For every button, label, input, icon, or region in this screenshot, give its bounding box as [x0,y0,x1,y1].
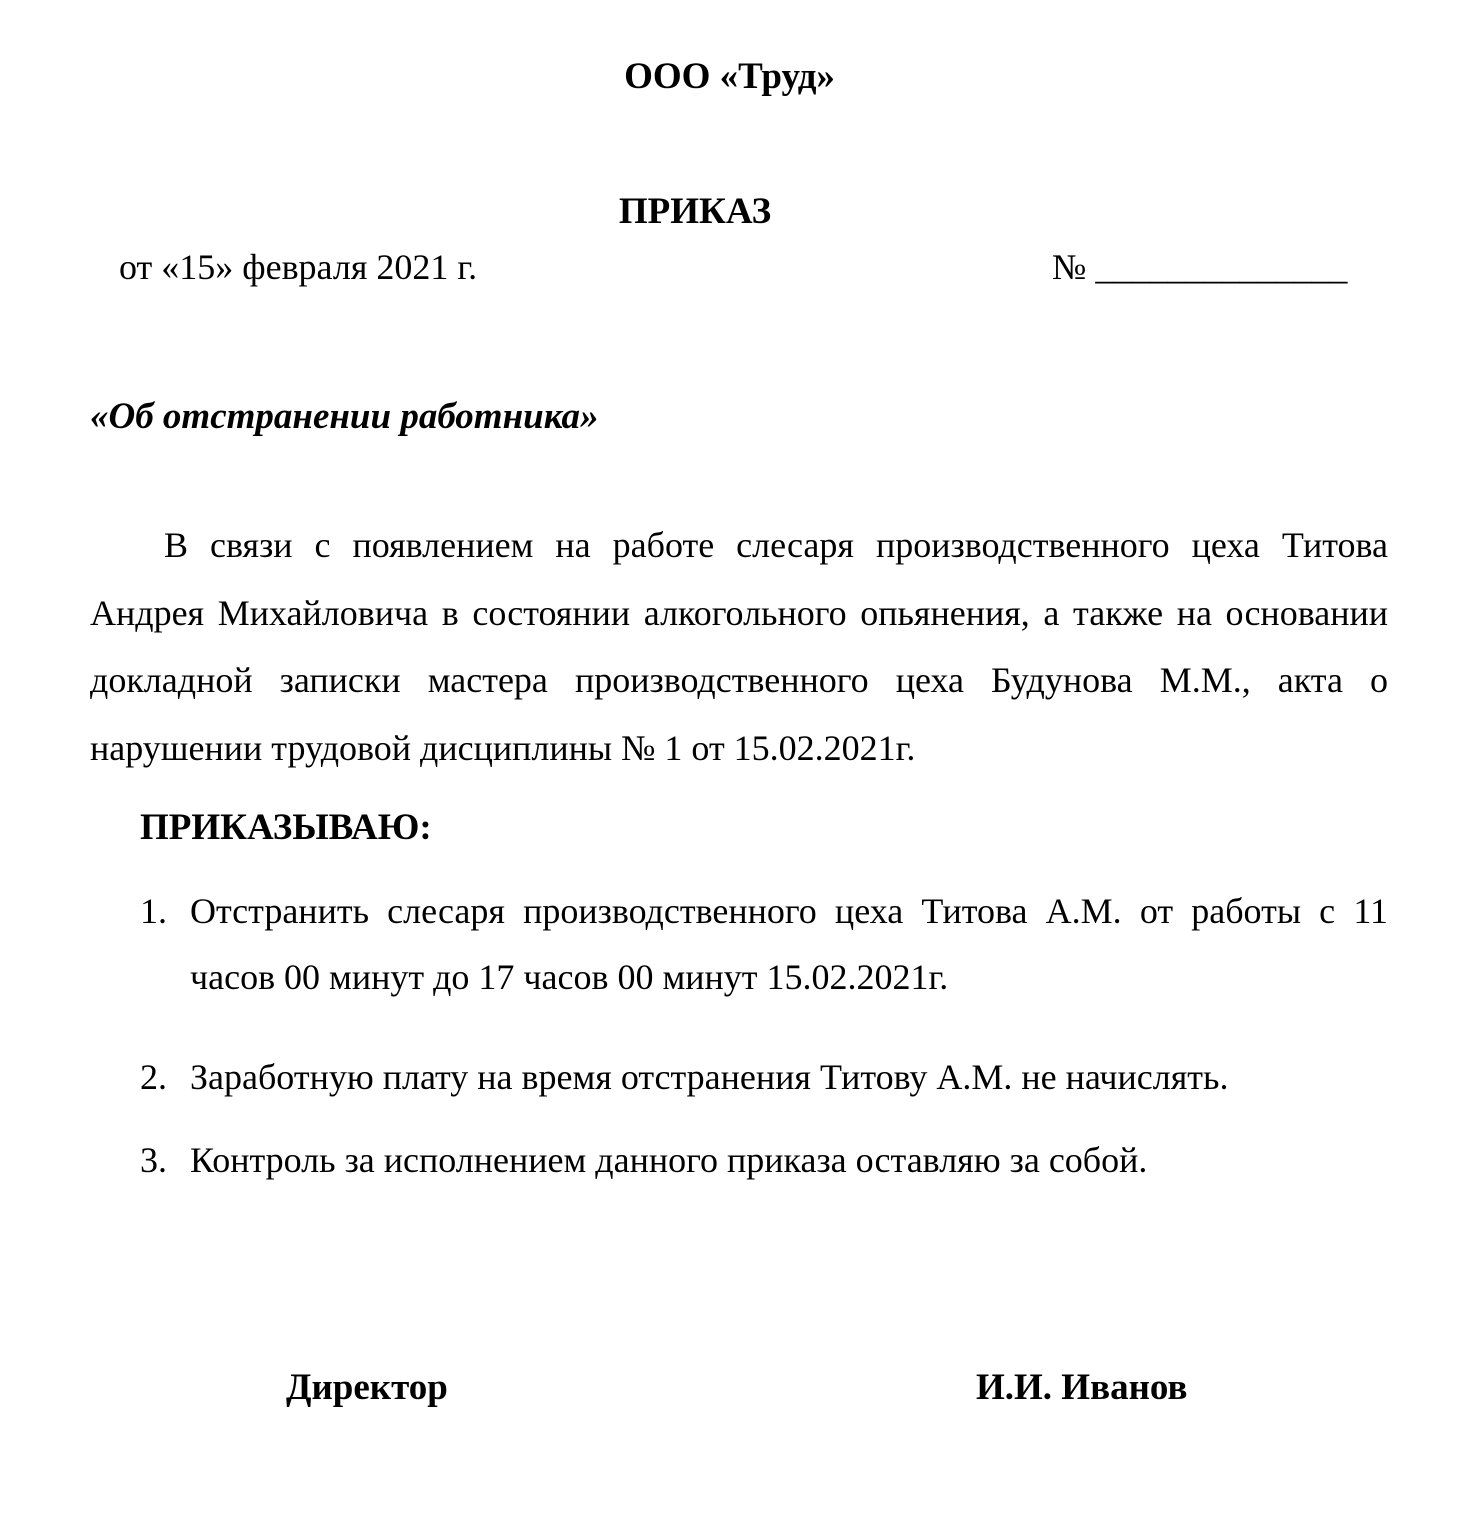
order-item-number: 1. [140,891,167,931]
order-item-number: 2. [140,1057,167,1097]
order-item-text: Отстранить слесаря производственного цеха Титова А.М. от работы с 11 часов 00 минут до 17 часов 00 минут 15.02.2021г. [190,891,1388,997]
signatory-position: Директор [286,1367,448,1408]
company-name: ООО «Труд» [624,56,835,97]
order-item-1 [140,878,1388,1010]
signatory-name: И.И. Иванов [976,1367,1188,1408]
order-number: № ______________ [1052,247,1348,287]
order-item-2 [140,1044,1388,1110]
document-title: ПРИКАЗ [618,191,772,232]
order-subject: «Об отстранении работника» [90,396,599,437]
order-item-number: 3. [140,1140,167,1180]
preamble-paragraph: В связи с появлением на работе слесаря производственного цеха Титова Андрея Михайловича в состоянии алкогольного опьянения, а также на основании докладной записки мастера производственного цеха Будунова М.М., акта о нарушении трудовой дисциплины № 1 от 15.02.2021г. [90,525,1388,768]
order-date: от «15» февраля 2021 г. [119,247,478,287]
order-item-text: Заработную плату на время отстранения Титову А.М. не начислять. [190,1057,1229,1097]
order-heading: ПРИКАЗЫВАЮ: [140,807,432,848]
order-item-3 [140,1127,1388,1193]
order-item-text: Контроль за исполнением данного приказа оставляю за собой. [190,1140,1148,1180]
